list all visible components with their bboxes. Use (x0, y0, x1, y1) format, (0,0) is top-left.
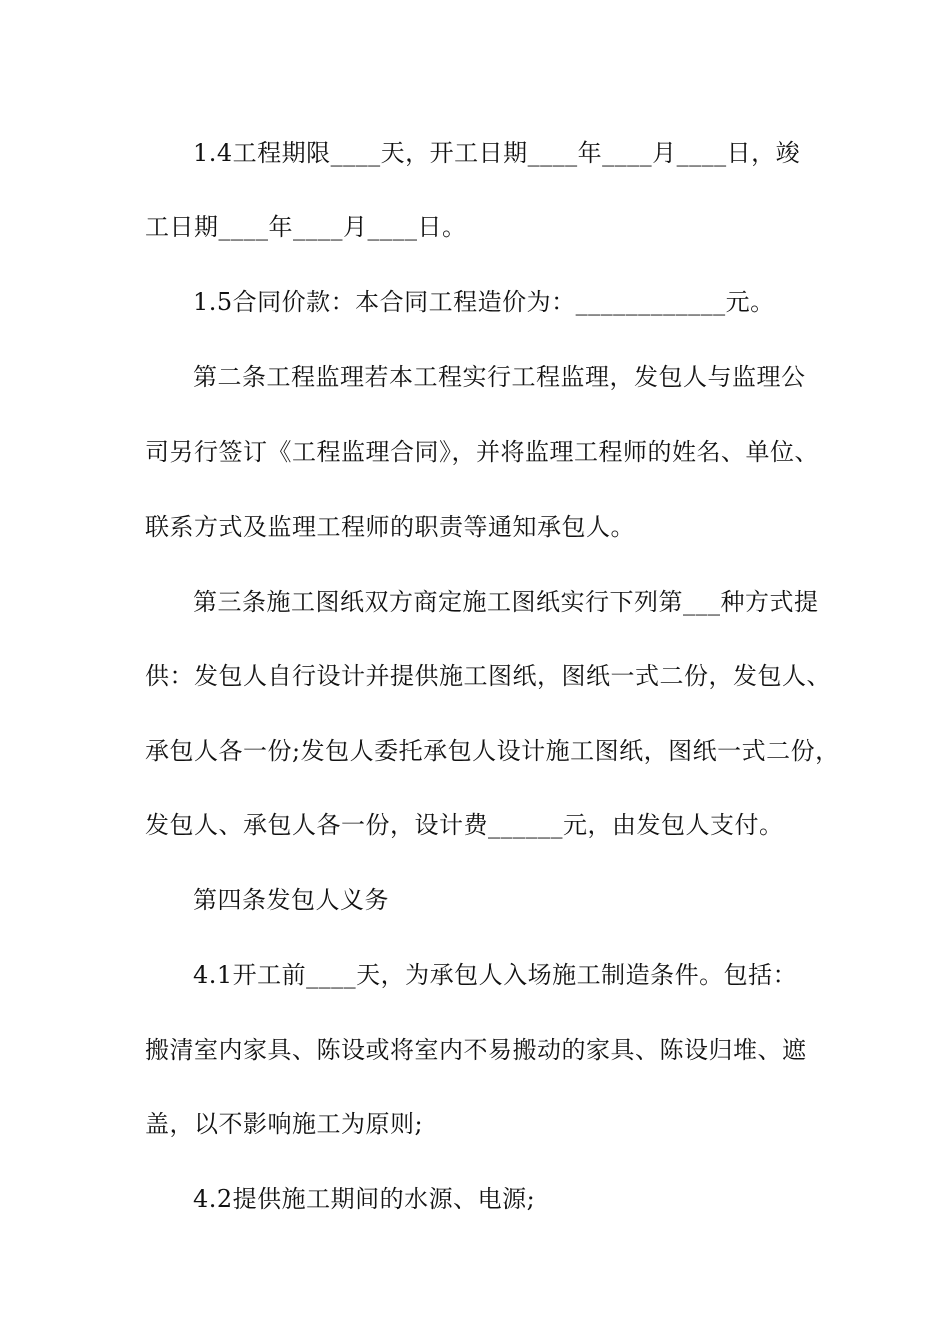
article-3-line-3: 承包人各一份;发包人委托承包人设计施工图纸，图纸一式二份， (145, 737, 840, 765)
clause-1-4-line-1: 1.4工程期限____天，开工日期____年____月____日，竣 (193, 139, 801, 167)
article-2-line-2: 司另行签订《工程监理合同》，并将监理工程师的姓名、单位、 (145, 438, 819, 466)
article-4-heading: 第四条发包人义务 (193, 886, 389, 914)
clause-4-2: 4.2提供施工期间的水源、电源; (193, 1185, 536, 1213)
article-3-line-4: 发包人、承包人各一份，设计费______元，由发包人支付。 (145, 811, 784, 839)
clause-1-5: 1.5合同价款：本合同工程造价为：____________元。 (193, 288, 775, 316)
article-3-line-2: 供：发包人自行设计并提供施工图纸，图纸一式二份，发包人、 (145, 662, 831, 690)
clause-4-1-line-1: 4.1开工前____天，为承包人入场施工制造条件。包括： (193, 961, 798, 989)
article-2-line-1: 第二条工程监理若本工程实行工程监理，发包人与监理公 (193, 363, 806, 391)
clause-4-1-line-2: 搬清室内家具、陈设或将室内不易搬动的家具、陈设归堆、遮 (145, 1036, 807, 1064)
article-2-line-3: 联系方式及监理工程师的职责等通知承包人。 (145, 513, 635, 541)
clause-4-1-line-3: 盖，以不影响施工为原则; (145, 1110, 424, 1138)
clause-1-4-line-2: 工日期____年____月____日。 (145, 213, 467, 241)
article-3-line-1: 第三条施工图纸双方商定施工图纸实行下列第___种方式提 (193, 588, 819, 616)
